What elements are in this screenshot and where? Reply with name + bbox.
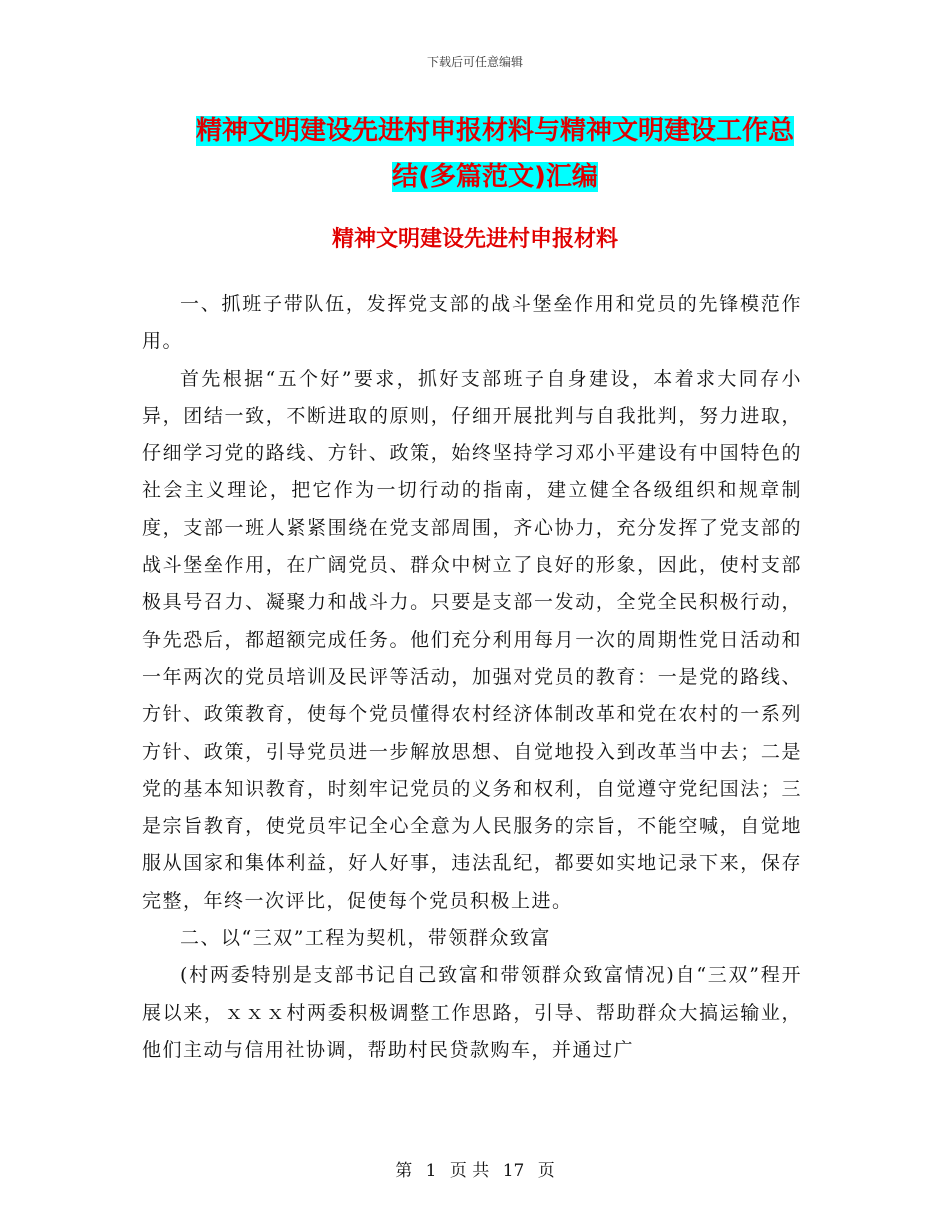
page-footer xyxy=(0,1156,950,1181)
paragraph: 二、以“三双”工程为契机，带领群众致富 xyxy=(180,927,551,950)
paragraph: 首先根据“五个好”要求，抓好支部班子自身建设，本着求大同存小异，团结一致，不断进取的原则，仔细开展批判与自我批判，努力进取，仔细学习党的路线、方针、政策，始终坚持学习邓小平建设有中国特色的社会主义理论，把它作为一切行动的指南，建立健全各级组织和规章制度，支部一班人紧紧围绕在党支部周围，齐心协力，充分发挥了党支部的战斗堡垒作用，在广阔党员、群众中树立了良好的形象，因此，使村支部极具号召力、凝聚力和战斗力。只要是支部一发动，全党全民积极行动，争先恐后，都超额完成任务。他们充分利用每月一次的周期性党日活动和一年两次的党员培训及民评等活动，加强对党员的教育：一是党的路线、方针、政策教育，使每个党员懂得农村经济体制改革和党在农村的一系列方针、政策，引导党员进一步解放思想、自觉地投入到改革当中去；二是党的基本知识教育，时刻牢记党员的义务和权利，自觉遵守党纪国法；三是宗旨教育，使党员牢记全心全意为人民服务的宗旨，不能空喊，自觉地服从国家和集体利益，好人好事，违法乱纪，都要如实地记录下来，保存完整，年终一次评比，促使每个党员积极上进。 xyxy=(142,367,802,912)
footer-total-pages: 17 xyxy=(502,1161,525,1181)
footer-middle: 页 共 xyxy=(449,1161,490,1181)
document-title xyxy=(180,108,810,200)
footer-suffix: 页 xyxy=(537,1161,555,1181)
paragraph: (村两委特别是支部书记自己致富和带领群众致富情况)自“三双”程开展以来，ｘｘｘ村两委积极调整工作思路，引导、帮助群众大搞运输业，他们主动与信用社协调，帮助村民贷款购车，并通过广 xyxy=(142,964,802,1061)
footer-page-number: 1 xyxy=(425,1161,437,1181)
document-title-line-1: 精神文明建设先进村申报材料与精神文明建设工作总 xyxy=(195,116,794,146)
section-title: 精神文明建设先进村申报材料 xyxy=(331,227,618,252)
footer-prefix: 第 xyxy=(395,1161,413,1181)
paragraph: 一、抓班子带队伍，发挥党支部的战斗堡垒作用和党员的先锋模范作用。 xyxy=(142,293,802,353)
header-note: 下载后可任意编辑 xyxy=(426,55,523,69)
body-text xyxy=(142,286,802,1069)
document-title-line-2: 结(多篇范文)汇编 xyxy=(392,162,598,192)
